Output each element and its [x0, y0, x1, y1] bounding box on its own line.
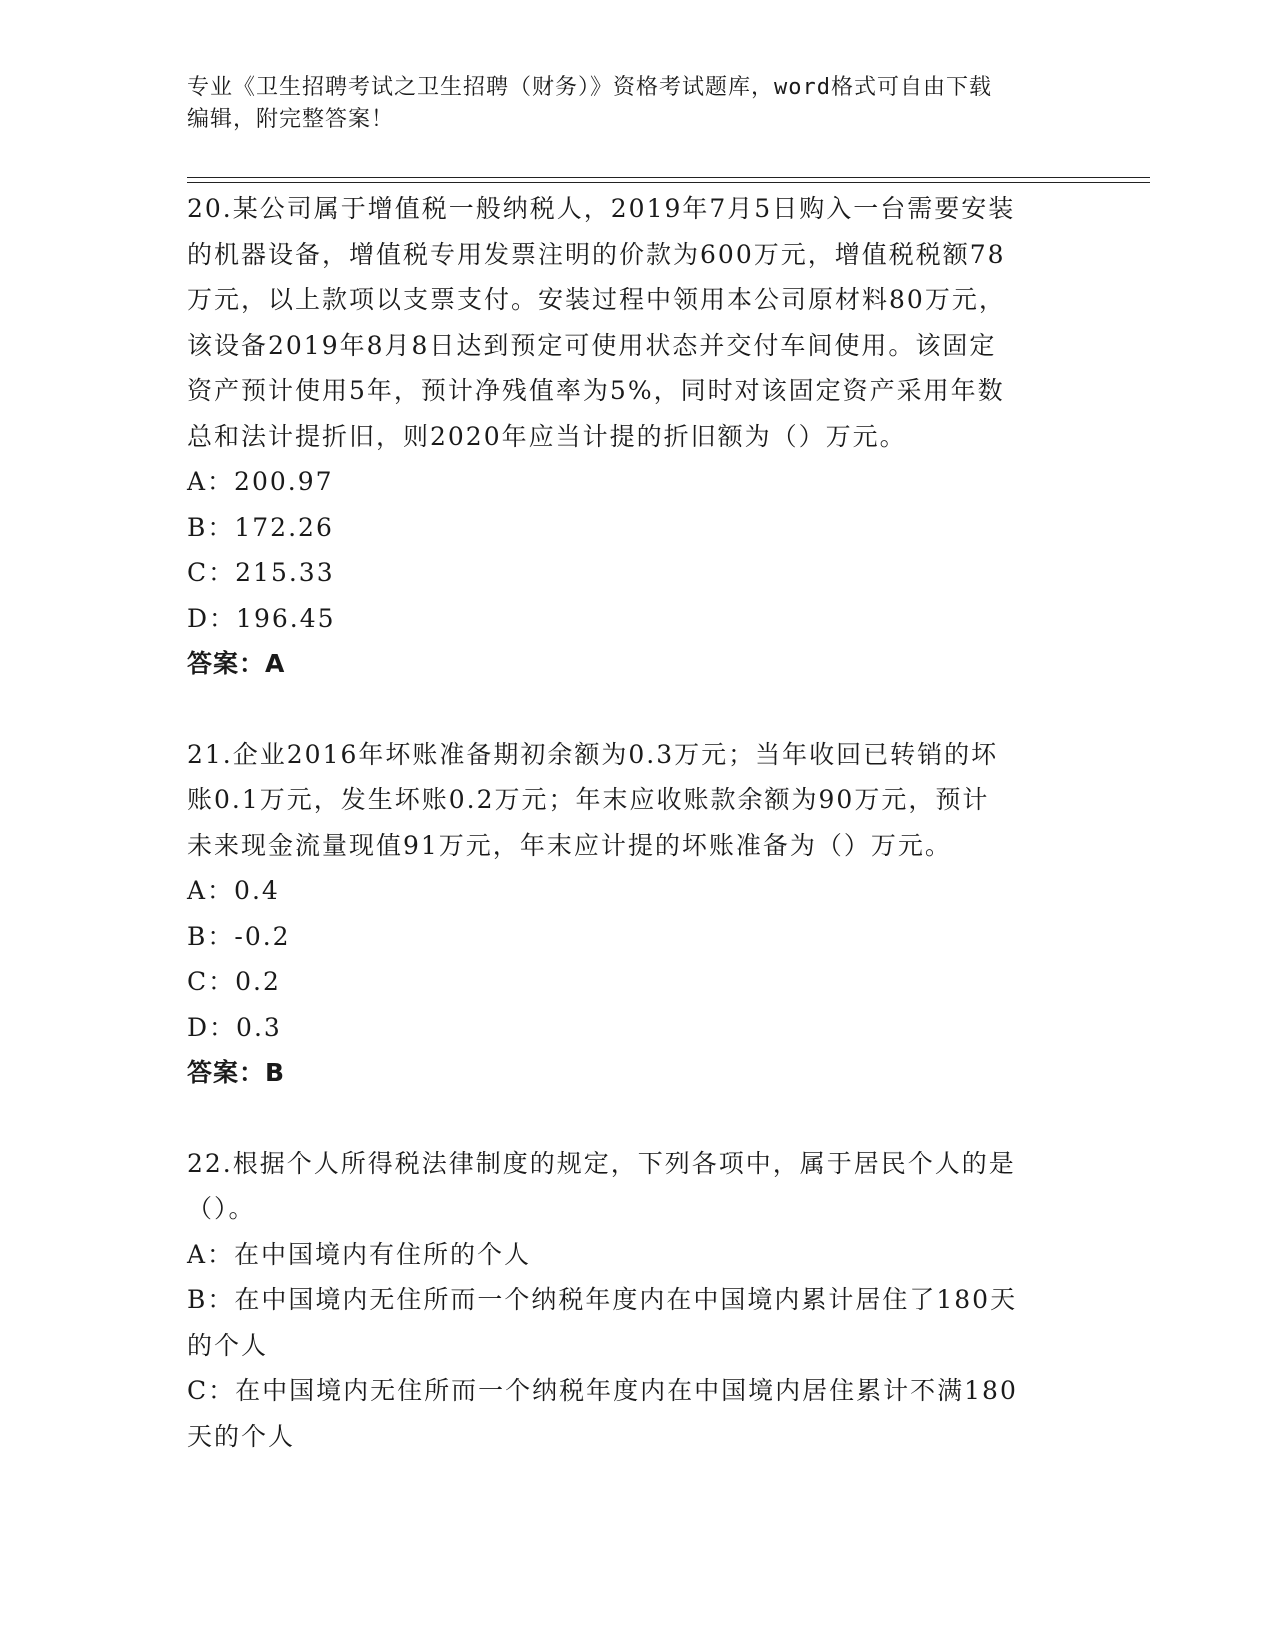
- header-rule-top: [187, 177, 1150, 178]
- answer-label: 答案：B: [187, 1058, 286, 1087]
- stem-line: （）。: [187, 1194, 256, 1223]
- answer-label: 答案：A: [187, 649, 286, 678]
- option-c: C：0.2: [187, 967, 281, 996]
- option-b: B：-0.2: [187, 921, 291, 951]
- stem-line: 账0.1万元，发生坏账0.2万元；年末应收账款余额为90万元，预计: [187, 785, 990, 814]
- header-rule-bottom: [187, 182, 1150, 183]
- stem-line: 总和法计提折旧，则2020年应当计提的折旧额为（）万元。: [187, 421, 907, 451]
- option-c: [187, 1368, 1087, 1459]
- option-a: A：200.97: [187, 467, 334, 496]
- document-header: [187, 72, 1067, 136]
- question-list: [187, 186, 1087, 1459]
- header-line-2: 编辑，附完整答案！: [187, 107, 395, 132]
- stem-line: 的机器设备，增值税专用发票注明的价款为600万元，增值税税额78: [187, 239, 1006, 269]
- stem-line: 22.根据个人所得税法律制度的规定，下列各项中，属于居民个人的是: [187, 1148, 1016, 1178]
- option-a: [187, 1232, 1087, 1278]
- stem-line: 20.某公司属于增值税一般纳税人，2019年7月5日购入一台需要安装: [187, 194, 1016, 223]
- question-20: [187, 186, 1087, 687]
- option-c: C：215.33: [187, 558, 335, 587]
- option-line: B：在中国境内无住所而一个纳税年度内在中国境内累计居住了180天: [187, 1285, 1018, 1314]
- option-a: A：0.4: [187, 876, 280, 905]
- stem-line: 资产预计使用5年，预计净残值率为5%，同时对该固定资产采用年数: [187, 376, 1005, 405]
- question-stem: [187, 186, 1087, 459]
- option-d: D：196.45: [187, 603, 336, 633]
- question-stem: [187, 1141, 1087, 1232]
- stem-line: 21.企业2016年坏账准备期初余额为0.3万元；当年收回已转销的坏: [187, 739, 999, 769]
- stem-line: 未来现金流量现值91万元，年末应计提的坏账准备为（）万元。: [187, 830, 952, 860]
- question-stem: [187, 732, 1087, 869]
- option-line: 天的个人: [187, 1421, 296, 1451]
- question-22: [187, 1141, 1087, 1460]
- header-line-1: 专业《卫生招聘考试之卫生招聘（财务）》资格考试题库，word格式可自由下载: [187, 75, 992, 100]
- stem-line: 该设备2019年8月8日达到预定可使用状态并交付车间使用。该固定: [187, 330, 997, 360]
- question-21: [187, 732, 1087, 1096]
- option-b: B：172.26: [187, 512, 334, 542]
- option-b: [187, 1277, 1087, 1368]
- option-line: 的个人: [187, 1330, 269, 1360]
- option-d: D：0.3: [187, 1012, 282, 1042]
- option-line: C：在中国境内无住所而一个纳税年度内在中国境内居住累计不满180: [187, 1376, 1018, 1405]
- stem-line: 万元，以上款项以支票支付。安装过程中领用本公司原材料80万元，: [187, 285, 1006, 314]
- option-line: A：在中国境内有住所的个人: [187, 1239, 532, 1269]
